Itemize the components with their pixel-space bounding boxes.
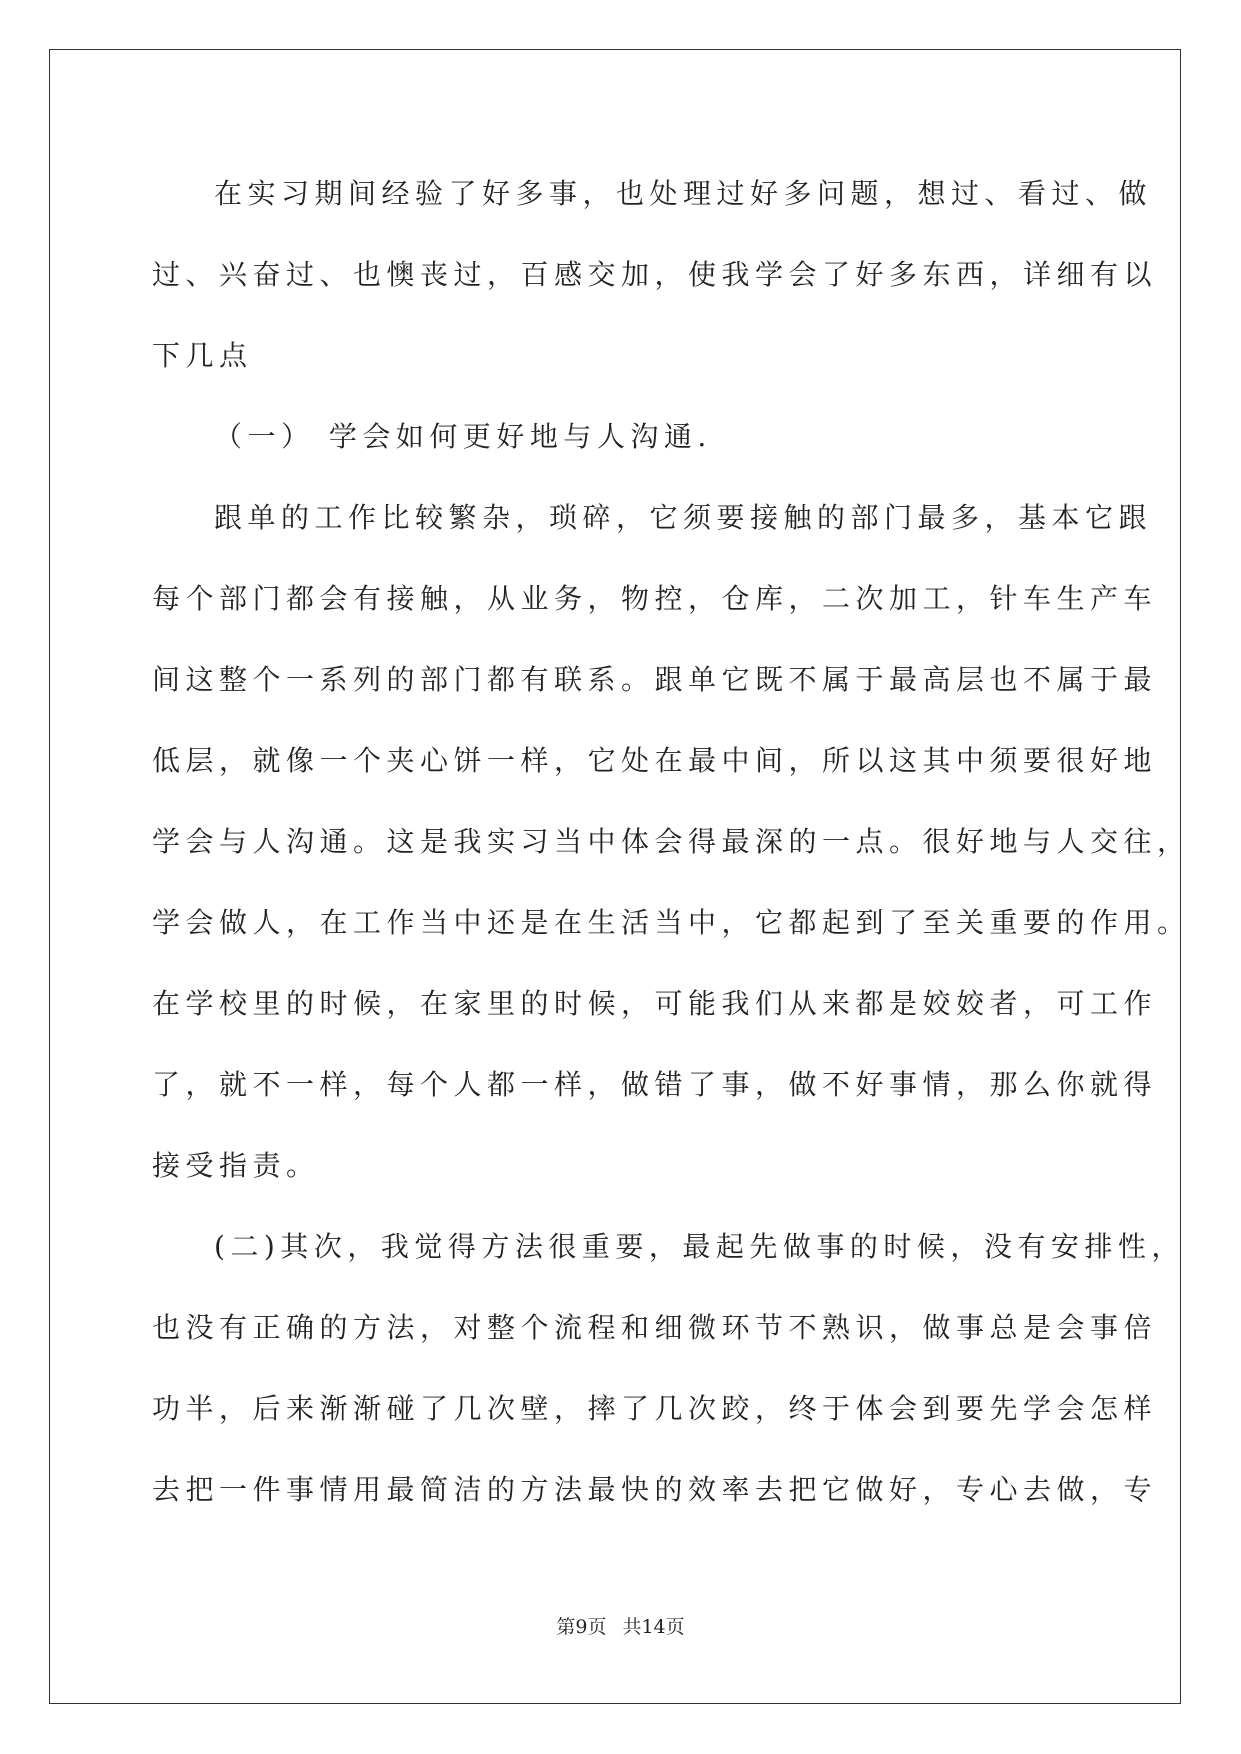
text-line: (二)其次，我觉得方法很重要，最起先做事的时候，没有安排性， (214, 1230, 1185, 1263)
text-line: 每个部门都会有接触，从业务，物控，仓库，二次加工，针车生产车 (152, 582, 1158, 615)
text-line: 了，就不一样，每个人都一样，做错了事，做不好事情，那么你就得 (152, 1068, 1158, 1101)
text-line: 学会做人，在工作当中还是在生活当中，它都起到了至关重要的作用。 (152, 906, 1191, 939)
text-line: 在实习期间经验了好多事，也处理过好多问题，想过、看过、做 (214, 177, 1153, 210)
text-line: 接受指责。 (152, 1149, 320, 1182)
text-line: 也没有正确的方法，对整个流程和细微环节不熟识，做事总是会事倍 (152, 1311, 1158, 1344)
page-total: 共14页 (622, 1616, 685, 1638)
text-line: 下几点 (152, 339, 253, 372)
page-footer (0, 1612, 1241, 1639)
text-line: 跟单的工作比较繁杂，琐碎，它须要接触的部门最多，基本它跟 (214, 501, 1153, 534)
document-body (152, 153, 1191, 1530)
text-line: 间这整个一系列的部门都有联系。跟单它既不属于最高层也不属于最 (152, 663, 1158, 696)
text-line: 学会与人沟通。这是我实习当中体会得最深的一点。很好地与人交往， (152, 825, 1191, 858)
text-line: 在学校里的时候，在家里的时候，可能我们从来都是姣姣者，可工作 (152, 987, 1158, 1020)
text-line: 功半，后来渐渐碰了几次壁，摔了几次跤，终于体会到要先学会怎样 (152, 1392, 1158, 1425)
section-heading: （一） 学会如何更好地与人沟通. (214, 420, 712, 453)
text-line: 低层，就像一个夹心饼一样，它处在最中间，所以这其中须要很好地 (152, 744, 1158, 777)
text-line: 去把一件事情用最简洁的方法最快的效率去把它做好，专心去做，专 (152, 1473, 1158, 1506)
page-number: 第9页 (556, 1616, 607, 1638)
text-line: 过、兴奋过、也懊丧过，百感交加，使我学会了好多东西，详细有以 (152, 258, 1158, 291)
